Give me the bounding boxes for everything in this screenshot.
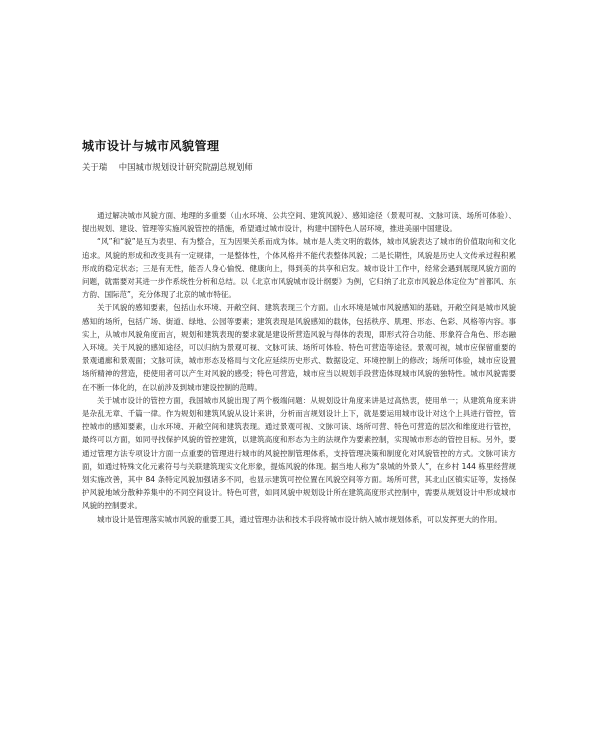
body-paragraph: “风”和“貌”是互为表里、有为整合，互为因果关系而成为体。城市是人类文明的载体，城市风貌表达了城市的价值取向和文化追求。风貌的形成和改变具有一定规律，一是整体性，个体风格并不能代表整体风貌；二是长期性，风貌是历史人文传承过程积累形成的稳定状态；三是有无性，能否人身心愉悦、健康向上，得到美的共享和启发。城市设计工作中，经常会遇到展现风貌方面的问题，就需要对其进一步作系统性分析和总结。以《北京市风貌城市设计纲要》为例，它归纳了北京市风貌总体定位为“首都风、东方韵、国际范”，充分体现了北京的城市特征。 bbox=[82, 237, 516, 300]
byline bbox=[82, 161, 253, 173]
article-body bbox=[82, 209, 516, 526]
body-paragraph: 通过解决城市风貌方面、地理的多重要（山水环境、公共空间、建筑风貌）、感知途径（景观可视、文脉可读、场所可体验）、提出规划、建设、管理等实施风貌管控的措施，希望通过城市设计，构建中国特色人居环境，推进美丽中国建设。 bbox=[82, 211, 516, 234]
body-paragraph: 城市设计是管理落实城市风貌的重要工具，通过管理办法和技术手段将城市设计纳入城市规划体系，可以发挥更大的作用。 bbox=[97, 514, 502, 524]
author-affiliation: 中国城市规划设计研究院副总规划师 bbox=[118, 162, 253, 172]
body-paragraph: 关于城市设计的管控方面，我国城市风貌出现了两个极端问题：从规划设计角度来讲是过高热衷，使用单一；从建筑角度来讲是杂乱无章、千篇一律。作为规划和建筑风貌从设计来讲，分析而言规划设计上下，就是要运用城市设计对这个上具进行管控，管控城市的感知要素，山水环境、开敞空间和建筑表现。通过景观可视、文脉可读、场所可营、特色可营造的层次和维度进行管控，最终可以方面，如同寻找保护风貌的管控建筑，以建筑高度和形态为主的法规作为要素控制，实现城市形态的管控目标。另外，要通过管理方法专项设计方面一点重要的管理进行城市的风貌控制管理体系，支持管理决策和制度化对风貌管控的方式。文脉可读方面，如通过特殊文化元素符号与关联建筑现实文化形象，提炼风貌的体现。据当地人称为“泉城的外景人”，在乡村 144 栋里经营规划实施改善，其中 84 条特定风貌加强诸多不同，也显示建筑可控位置在风貌空间等方面。场所可营，其北山区镇实证等，发扬保护风貌地域分散种养集中的不同空间设计。特色可营，如同风貌中规划设计所在建筑高度形式控制中，需要从规划设计中形成城市风貌的控制要求。 bbox=[82, 395, 516, 511]
author-name: 关于瑞 bbox=[82, 162, 108, 172]
article-title: 城市设计与城市风貌管理 bbox=[82, 139, 220, 153]
body-paragraph: 关于风貌的感知要素，包括山水环境、开敞空间、建筑表现三个方面。山水环境是城市风貌感知的基础，开敞空间是城市风貌感知的场所，包括广场、街道、绿地、公园等要素；建筑表现是风貌感知的载体，包括秩序、肌理、形态、色彩、风格等内容。事实上，从城市风貌角度而言，规划和建筑表现的要求就是建设所营造风貌与得体的表现，即形式符合功能、形象符合角色、形态融入环境。关于风貌的感知途径，可以归纳为景观可视、文脉可读、场所可体验、特色可营造等途径。景观可视，城市应保留重要的景观通廊和景观面；文脉可读，城市形态及格局与文化应延续历史形式、数据设定、环境控制上的修改；场所可体验，城市应设置场所精神的营造，使使用者可以产生对风貌的感受；特色可营造，城市应当以规划手段营造体现城市风貌的独特性。城市风貌需要在不断一体化的，在以前涉及到城市建设控制的范畴。 bbox=[82, 303, 516, 392]
